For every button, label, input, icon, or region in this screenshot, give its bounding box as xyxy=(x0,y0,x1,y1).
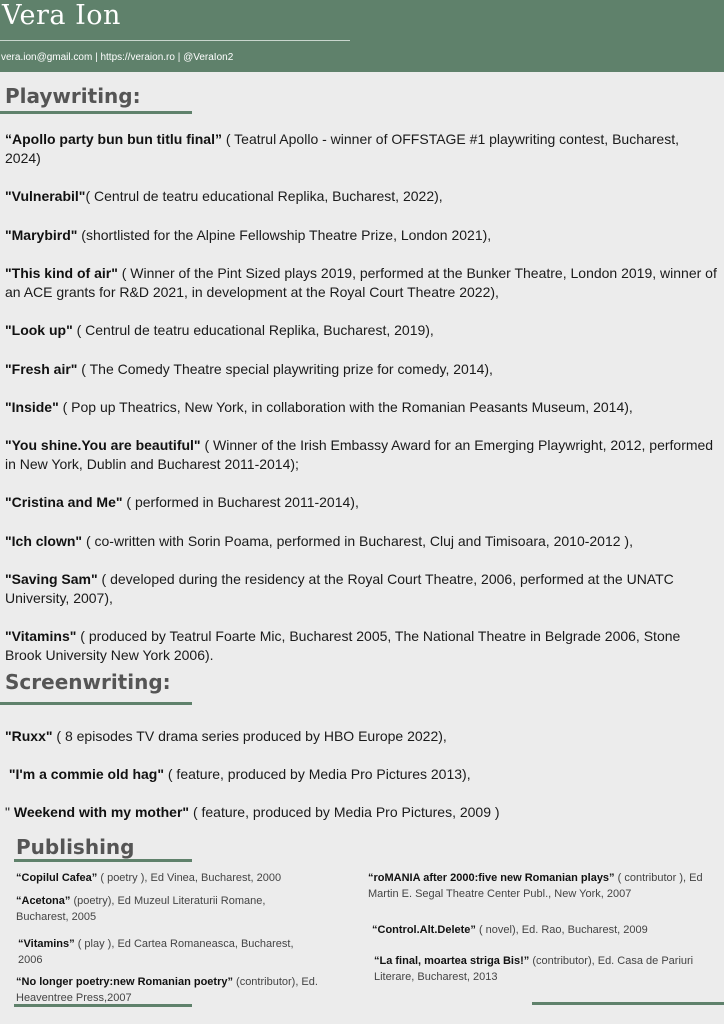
playwriting-entry xyxy=(5,130,717,168)
work-details: ( feature, produced by Media Pro Pictures, 2009 ) xyxy=(189,804,500,820)
playwriting-entry xyxy=(5,627,717,665)
header-banner xyxy=(0,0,724,72)
publication-item xyxy=(16,870,336,886)
entry-prefix: " xyxy=(5,804,14,820)
work-title: "Ruxx" xyxy=(5,728,53,744)
publication-title: “Vitamins” xyxy=(18,938,75,950)
work-details: ( Centrul de teatru educational Replika, Bucharest, 2019), xyxy=(72,322,434,338)
publication-item xyxy=(372,922,712,938)
work-details: ( 8 episodes TV drama series produced by HBO Europe 2022), xyxy=(52,728,447,744)
work-title: "This kind of air" xyxy=(5,265,118,281)
playwriting-heading: Playwriting: xyxy=(5,84,141,108)
playwriting-entry xyxy=(5,226,717,245)
screenwriting-heading: Screenwriting: xyxy=(5,670,171,694)
work-title: "Inside" xyxy=(5,399,59,415)
publication-item xyxy=(368,870,708,902)
screenwriting-entry xyxy=(5,803,717,822)
publication-title: “La final, moartea striga Bis!” xyxy=(374,955,530,967)
work-title: "I'm a commie old hag" xyxy=(8,766,164,782)
publication-item xyxy=(16,974,346,1006)
publication-title: “roMANIA after 2000:five new Romanian plays” xyxy=(368,872,615,884)
screenwriting-entry xyxy=(5,727,717,746)
publication-details: (contributor), Ed. Heaventree Press,2007 xyxy=(16,976,318,1004)
work-title: "Fresh air" xyxy=(5,361,78,377)
publication-title: “Control.Alt.Delete” xyxy=(372,924,476,936)
playwriting-underline xyxy=(0,111,192,114)
publication-title: “Acetona” xyxy=(16,895,71,907)
contact-line: vera.ion@gmail.com | https://veraion.ro | @VeraIon2 xyxy=(1,52,234,63)
work-title: "Saving Sam" xyxy=(5,571,98,587)
publication-details: ( poetry ), Ed Vinea, Bucharest, 2000 xyxy=(97,872,282,884)
work-details: ( produced by Teatrul Foarte Mic, Bucharest 2005, The National Theatre in Belgrade 2006, Stone Brook University New York 2006). xyxy=(5,628,681,663)
name-divider xyxy=(0,40,350,41)
work-title: “Apollo party bun bun titlu final” xyxy=(5,131,222,147)
work-title: Weekend with my mother" xyxy=(13,804,190,820)
work-details: ( Centrul de teatru educational Replika, Bucharest, 2022), xyxy=(85,188,443,204)
work-details: ( Winner of the Pint Sized plays 2019, performed at the Bunker Theatre, London 2019, winner of an ACE grants for R&D 2021, in development at the Royal Court Theatre 2022), xyxy=(5,265,717,300)
work-title: "Vitamins" xyxy=(5,628,77,644)
playwriting-entry xyxy=(5,187,717,206)
playwriting-entry xyxy=(5,398,717,417)
work-details: ( developed during the residency at the Royal Court Theatre, 2006, performed at the UNATC University, 2007), xyxy=(5,571,674,606)
playwriting-entry xyxy=(5,264,717,302)
playwriting-entry xyxy=(5,493,717,512)
playwriting-entry xyxy=(5,321,717,340)
work-details: (shortlisted for the Alpine Fellowship Theatre Prize, London 2021), xyxy=(77,227,492,243)
playwriting-entry xyxy=(5,570,717,608)
work-title: "Marybird" xyxy=(5,227,78,243)
publication-item xyxy=(374,953,714,985)
work-title: "Ich clown" xyxy=(5,533,83,549)
publication-details: (poetry), Ed Muzeul Literaturii Romane, Bucharest, 2005 xyxy=(16,895,266,923)
work-details: ( The Comedy Theatre special playwriting prize for comedy, 2014), xyxy=(77,361,493,377)
work-title: "Cristina and Me" xyxy=(5,494,123,510)
work-details: ( performed in Bucharest 2011-2014), xyxy=(122,494,359,510)
publishing-heading: Publishing xyxy=(16,835,135,859)
work-title: "Vulnerabil" xyxy=(5,188,86,204)
playwriting-entry xyxy=(5,436,717,474)
work-title: "You shine.You are beautiful" xyxy=(5,437,201,453)
playwriting-entry xyxy=(5,360,717,379)
footer-rule-right xyxy=(532,1002,724,1005)
publication-title: “No longer poetry:new Romanian poetry” xyxy=(16,976,233,988)
publication-details: (contributor), Ed. Casa de Pariuri Literare, Bucharest, 2013 xyxy=(374,955,694,983)
work-details: ( Winner of the Irish Embassy Award for an Emerging Playwright, 2012, performed in New York, Dublin and Bucharest 2011-2014); xyxy=(5,437,714,472)
publication-item xyxy=(16,893,316,925)
work-title: "Look up" xyxy=(5,322,73,338)
work-details: ( feature, produced by Media Pro Pictures 2013), xyxy=(163,766,471,782)
work-details: ( Teatrul Apollo - winner of OFFSTAGE #1 playwriting contest, Bucharest, 2024) xyxy=(5,131,679,166)
footer-rule-left xyxy=(14,1004,192,1007)
screenwriting-entry xyxy=(5,765,717,784)
publication-details: ( novel), Ed. Rao, Bucharest, 2009 xyxy=(475,924,648,936)
work-details: ( co-written with Sorin Poama, performed in Bucharest, Cluj and Timisoara, 2010-2012 ), xyxy=(82,533,633,549)
author-name: Vera Ion xyxy=(2,0,121,31)
publication-details: ( contributor ), Ed Martin E. Segal Theatre Center Publ., New York, 2007 xyxy=(368,872,703,900)
publication-details: ( play ), Ed Cartea Romaneasca, Bucharest, 2006 xyxy=(18,938,294,966)
publishing-underline xyxy=(14,859,192,862)
screenwriting-underline xyxy=(0,702,192,705)
publication-item xyxy=(18,936,318,968)
work-details: ( Pop up Theatrics, New York, in collaboration with the Romanian Peasants Museum, 2014), xyxy=(58,399,633,415)
publication-title: “Copilul Cafea” xyxy=(16,872,98,884)
playwriting-entry xyxy=(5,532,717,551)
